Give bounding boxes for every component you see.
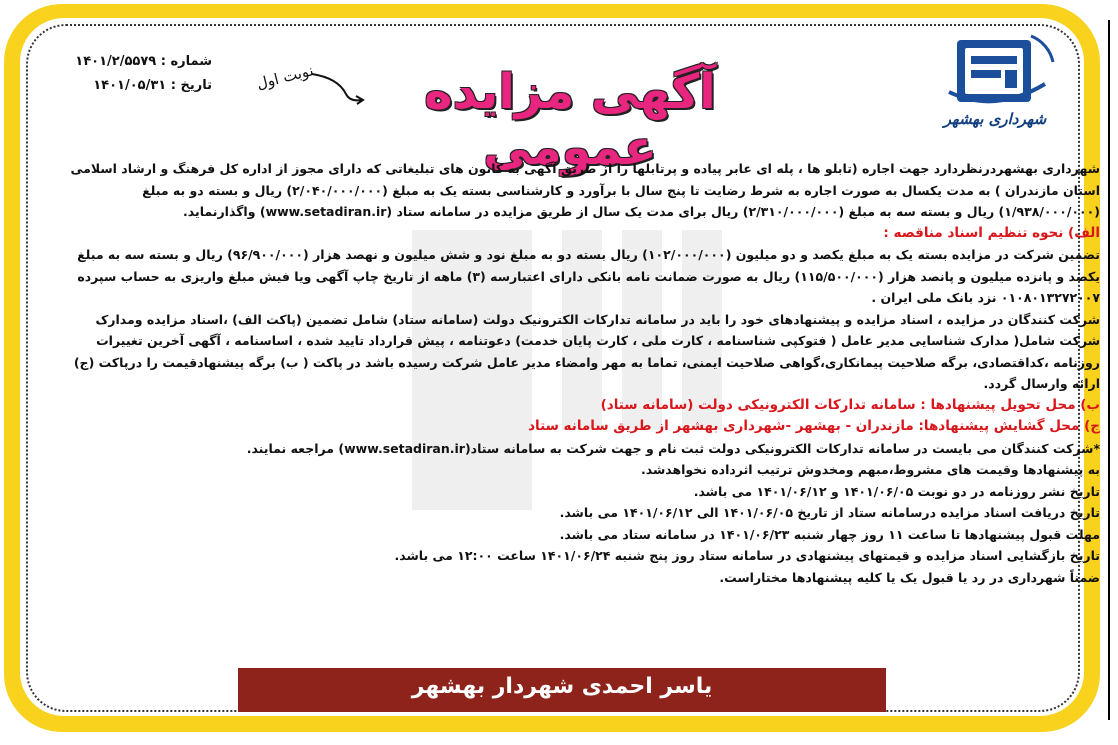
number-value: ۱۴۰۱/۲/۵۵۷۹ [75, 54, 157, 69]
date-label: تاریخ : [170, 78, 212, 93]
document-meta [72, 50, 212, 98]
note-line: مهلت قبول پیشنهادها تا ساعت ۱۱ روز چهار شنبه ۱۴۰۱/۰۶/۲۳ در سامانه ستاد می باشد. [559, 526, 1100, 542]
municipality-logo [930, 22, 1070, 137]
logo-emblem-icon [935, 22, 1065, 112]
edge-rule [1108, 20, 1110, 720]
note-line: تاریخ نشر روزنامه در دو نوبت ۱۴۰۱/۰۶/۰۵ و ۱۴۰۱/۰۶/۱۲ می باشد. [693, 483, 1100, 499]
number-label: شماره : [160, 54, 212, 69]
note-line: ضمناً شهرداری در رد یا قبول یک یا کلیه پیشنهادها مختاراست. [719, 569, 1100, 585]
note-line: *شرکت کنندگان می بایست در سامانه تدارکات الکترونیکی دولت ثبت نام و جهت شرکت به سامانه ستاد(www.setadiran.ir) مراجعه نمایند. [246, 440, 1100, 456]
note-line: تاریخ بازگشایی اسناد مزایده و قیمتهای پیشنهادی در سامانه ستاد روز پنج شنبه ۱۴۰۱/۰۶/۲۴ ساعت ۱۲:۰۰ می باشد. [394, 548, 1100, 563]
swirl-arrow-icon [308, 64, 368, 108]
section-c: ج) محل گشایش پیشنهادها: مازندران - بهشهر -شهرداری بهشهر از طریق سامانه ستاد [528, 418, 1100, 434]
section-a-title: الف) نحوه تنظیم اسناد مناقصه : [883, 224, 1100, 241]
date-value: ۱۴۰۱/۰۵/۳۱ [93, 78, 167, 93]
date-row [72, 74, 212, 98]
note-line: به پیشنهادها وقیمت های مشروط،مبهم ومخدوش ترتیب اثرداده نخواهدشد. [640, 462, 1100, 477]
note-line: تاریخ دریافت اسناد مزایده درسامانه ستاد از تاریخ ۱۴۰۱/۰۶/۰۵ الی ۱۴۰۱/۰۶/۱۲ می باشد. [559, 505, 1100, 520]
bidders-paragraph: شرکت کنندگان در مزایده ، اسناد مزایده و پیشنهادهای خود را باید در سامانه تدارکات الکترونیک دولت (سامانه ستاد) شامل تضمین (پاکت الف) ،اسناد مزایده ومدارک شرکت شامل( مدارک شناسایی مدیر عامل ( فتوکپی شناسنامه ، کارت ملی ، کارت پایان خدمت) دعوتنامه ، پیش قرارداد تایید شده ، اساسنامه ، آگهی آخرین تغییرات روزنامه ،کداقتصادی، برگه صلاحیت پیمانکاری،گواهی صلاحیت ایمنی، تماما به مهر وامضاء مدیر عامل شرکت رسیده باشد در پاکت ( ب) برگه پیشنهادقیمت را درپاکت (ج) ارائه وارسال گردد. [73, 311, 1100, 391]
intro-paragraph: شهرداری بهشهردرنظردارد جهت اجاره (تابلو ها ، پله ای عابر پیاده و پرتابلها را از طریق آگهی به کانون های تبلیغاتی که دارای مجوز از اداره کل فرهنگ و ارشاد اسلامی استان مازندران ) به مدت یکسال به صورت اجاره به شرط رضایت تا پنج سال با برآورد و کارشناسی بسته یک به مبلغ (۲/۰۴۰/۰۰۰/۰۰۰) ریال و بسته دو به مبلغ (۱/۹۳۸/۰۰۰/۰۰۰) ریال و بسته سه به مبلغ (۲/۳۱۰/۰۰۰/۰۰۰) ریال برای مدت یک سال از طریق مزایده در سامانه ستاد (www.setadiran.ir) واگذارنماید. [70, 161, 1100, 219]
notice-body [58, 158, 1100, 588]
round-label: نوبت اول [254, 61, 316, 93]
logo-name: شهرداری بهشهر [943, 110, 1047, 128]
section-b: ب) محل تحویل پیشنهادها : سامانه تدارکات الکترونیکی دولت (سامانه ستاد) [600, 396, 1100, 413]
page-title: آگهی مزایده عمومی [424, 64, 716, 176]
signature: یاسر احمدی شهردار بهشهر [411, 674, 713, 699]
section-a-text: تضمین شرکت در مزایده بسته یک به مبلغ یکصد و دو میلیون (۱۰۲/۰۰۰/۰۰۰) ریال بسته دو به مبلغ نود و شش میلیون و نهصد هزار (۹۶/۹۰۰/۰۰۰) ریال و بسته سه به مبلغ یکصد و پانزده میلیون و پانصد هزار (۱۱۵/۵۰۰/۰۰۰) ریال به صورت ضمانت نامه بانکی دارای اعتبارسه (۳) ماهه از تاریخ چاپ آگهی ویا فیش مبلغ واریزی به حساب سپرده ۰۱۰۸۰۱۳۲۷۲۰۰۷ نزد بانک ملی ایران . [77, 247, 1100, 305]
number-row [72, 50, 212, 74]
